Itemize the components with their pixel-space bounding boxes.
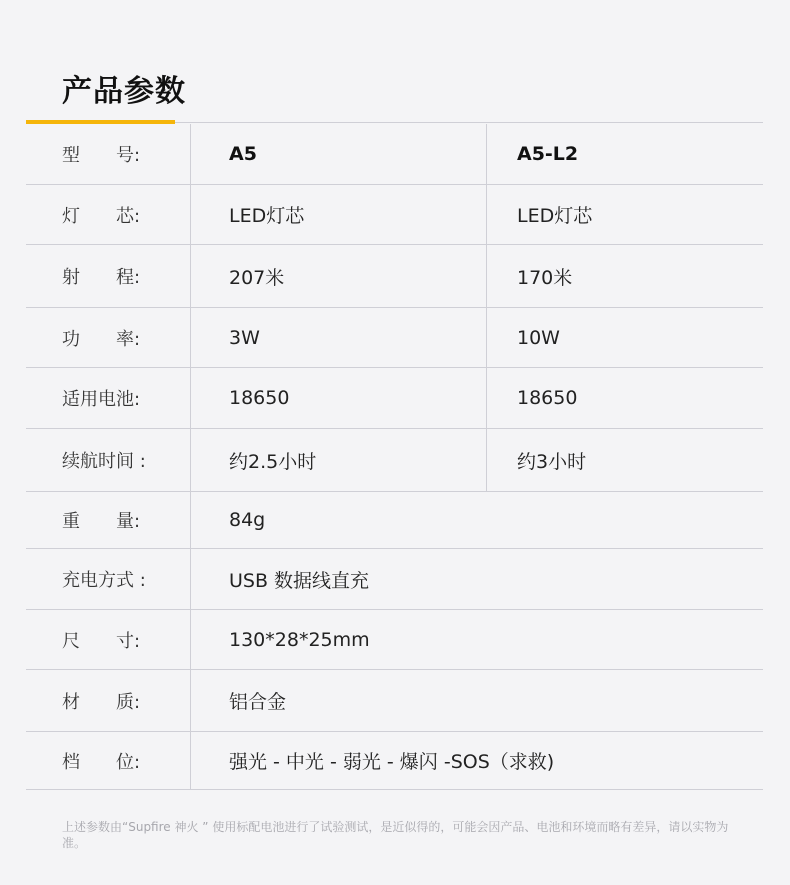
spec-row-weight bbox=[26, 492, 763, 549]
spec-value-a5: LED灯芯 bbox=[190, 185, 486, 244]
spec-label: 材 质: bbox=[62, 691, 141, 713]
spec-value-a5: A5 bbox=[190, 124, 486, 184]
spec-row-size bbox=[26, 610, 763, 670]
spec-label: 型 号: bbox=[62, 145, 141, 166]
spec-value-a5-l2: LED灯芯 bbox=[486, 185, 763, 244]
spec-row-modes bbox=[26, 732, 763, 790]
spec-value: USB 数据线直充 bbox=[190, 549, 763, 609]
spec-value-a5: 18650 bbox=[190, 368, 486, 428]
spec-label: 尺 寸: bbox=[62, 630, 141, 652]
spec-value: 强光 - 中光 - 弱光 - 爆闪 -SOS（求救) bbox=[190, 732, 763, 789]
spec-row-power bbox=[26, 308, 763, 368]
spec-label: 灯 芯: bbox=[62, 205, 141, 227]
spec-value-a5-l2: 10W bbox=[486, 308, 763, 367]
table-top-divider bbox=[175, 122, 763, 123]
spec-label: 适用电池: bbox=[62, 389, 141, 410]
page-title: 产品参数 bbox=[62, 74, 186, 109]
spec-row-led bbox=[26, 185, 763, 245]
spec-value-a5-l2: 170米 bbox=[486, 245, 763, 307]
spec-value: 130*28*25mm bbox=[190, 610, 763, 669]
spec-value-a5-l2: 18650 bbox=[486, 368, 763, 428]
spec-row-range bbox=[26, 245, 763, 308]
spec-label: 功 率: bbox=[62, 328, 141, 350]
spec-label: 射 程: bbox=[62, 267, 141, 288]
spec-value: 84g bbox=[190, 492, 763, 548]
spec-value-a5-l2: 约3小时 bbox=[486, 429, 763, 491]
spec-label: 续航时间 : bbox=[62, 451, 146, 472]
spec-label: 充电方式 : bbox=[62, 570, 146, 591]
spec-value: 铝合金 bbox=[190, 670, 763, 731]
spec-row-runtime bbox=[26, 429, 763, 492]
spec-label: 重 量: bbox=[62, 511, 141, 532]
spec-value-a5: 3W bbox=[190, 308, 486, 367]
spec-label: 档 位: bbox=[62, 751, 141, 773]
spec-table bbox=[26, 124, 763, 790]
disclaimer-footnote: 上述参数由“Supfire 神火 ” 使用标配电池进行了试验测试，是近似得的，可能会因产品、电池和环境而略有差异，请以实物为准。 bbox=[62, 820, 729, 850]
spec-row-charging bbox=[26, 549, 763, 610]
spec-row-model bbox=[26, 124, 763, 185]
spec-value-a5-l2: A5-L2 bbox=[486, 124, 763, 184]
spec-row-material bbox=[26, 670, 763, 732]
spec-value-a5: 207米 bbox=[190, 245, 486, 307]
spec-row-battery bbox=[26, 368, 763, 429]
spec-value-a5: 约2.5小时 bbox=[190, 429, 486, 491]
